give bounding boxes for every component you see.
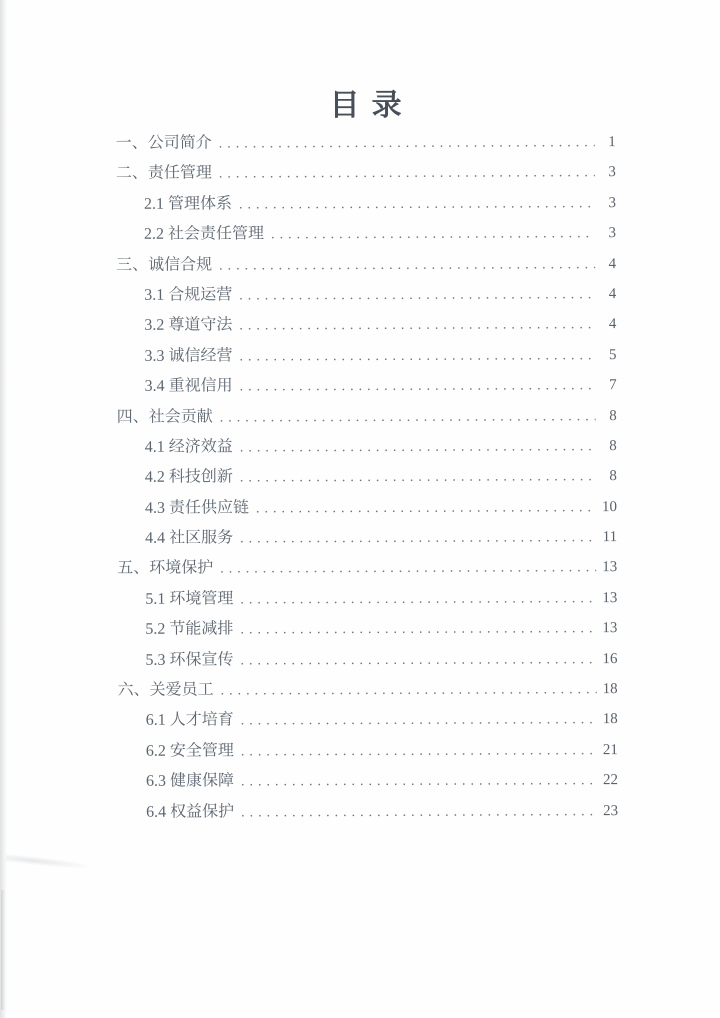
toc-entry-page: 1 [608, 134, 616, 151]
toc-entry [117, 461, 617, 493]
toc-entry-page: 3 [608, 225, 617, 242]
toc-entry [116, 249, 616, 281]
toc-entry [116, 340, 616, 372]
toc-entry [116, 188, 616, 220]
toc-entry-page: 8 [609, 407, 617, 424]
leader-dots [240, 432, 596, 464]
toc-entry [116, 218, 616, 250]
toc-entry-page: 13 [602, 620, 618, 637]
toc-entry [118, 674, 618, 706]
toc-entry [118, 765, 618, 797]
toc-entry [117, 583, 617, 615]
toc-entry-label: 4.3 责任供应链 [144, 499, 250, 517]
toc-entry [116, 157, 616, 189]
toc-entry-label: 3.1 合规运营 [144, 286, 233, 304]
toc-entry [116, 279, 616, 311]
toc-entry [117, 644, 617, 676]
toc-entry-page: 4 [608, 286, 617, 303]
toc-entry-page: 13 [602, 559, 618, 576]
toc-entry-page: 11 [602, 529, 618, 546]
toc-entry-label: 3.2 尊道守法 [144, 316, 233, 335]
toc-entry [116, 309, 616, 341]
toc-entry-label: 四、社会贡献 [116, 408, 213, 426]
leader-dots [241, 766, 597, 798]
toc-entry-page: 7 [609, 377, 617, 394]
toc-entry-label: 3.4 重视信用 [144, 377, 233, 395]
leader-dots [219, 250, 595, 282]
toc-entry-label: 五、环境保护 [117, 559, 214, 578]
page-title: 目录 [329, 88, 414, 123]
leader-dots [220, 402, 596, 434]
toc-entry-page: 22 [602, 772, 618, 789]
toc-entry-page: 4 [608, 255, 617, 272]
toc-entry [117, 431, 617, 463]
toc-entry-page: 10 [601, 498, 618, 515]
toc-entry-label: 4.2 科技创新 [144, 468, 233, 487]
toc-entry-label: 6.2 安全管理 [145, 742, 234, 760]
leader-dots [221, 675, 597, 707]
toc-entry-page: 13 [602, 589, 618, 607]
toc-entry-label: 2.2 社会责任管理 [144, 225, 265, 243]
leader-dots [220, 554, 596, 586]
toc-entry [118, 705, 618, 737]
toc-entry [117, 522, 617, 554]
toc-entry-page: 3 [608, 194, 616, 211]
leader-dots [240, 645, 596, 677]
leader-dots [219, 159, 595, 191]
toc-entry-page: 18 [602, 681, 618, 698]
toc-entry-page: 5 [608, 346, 617, 363]
toc-entry-page: 8 [609, 468, 617, 485]
toc-entry [117, 492, 617, 524]
toc-entry-label: 5.2 节能减排 [145, 620, 234, 638]
toc-entry-label: 5.3 环保宣传 [145, 651, 234, 669]
leader-dots [240, 462, 596, 494]
toc-entry-label: 一、公司简介 [115, 134, 212, 152]
toc-entry-page: 8 [609, 438, 617, 455]
toc-entry-page: 3 [608, 164, 616, 181]
leader-dots [241, 797, 597, 829]
toc-entry-label: 3.3 诚信经营 [144, 347, 233, 365]
toc-entry-page: 18 [602, 711, 618, 728]
leader-dots [240, 614, 596, 646]
leader-dots [256, 493, 596, 525]
leader-dots [239, 280, 595, 312]
toc-entry-label: 6.1 人才培育 [145, 711, 234, 730]
toc-entry-label: 6.3 健康保障 [145, 772, 234, 790]
leader-dots [240, 584, 596, 616]
toc-entry-label: 二、责任管理 [115, 164, 212, 183]
toc-entry-page: 4 [608, 316, 617, 333]
toc-entry [117, 613, 617, 645]
toc-entry-label: 5.1 环境管理 [145, 590, 234, 608]
toc-entry-label: 4.4 社区服务 [145, 529, 234, 547]
leader-dots [239, 189, 595, 221]
toc-entry [118, 796, 618, 828]
leader-dots [240, 371, 596, 403]
toc-entry-label: 6.4 权益保护 [146, 803, 235, 821]
leader-dots [271, 219, 595, 251]
toc-entry [117, 401, 617, 433]
toc-entry-page: 16 [602, 650, 618, 667]
toc-entry [118, 735, 618, 767]
toc-entry-label: 4.1 经济效益 [144, 438, 233, 456]
toc-entry-page: 23 [603, 802, 619, 819]
leader-dots [239, 341, 595, 373]
toc-entry-label: 2.1 管理体系 [143, 195, 232, 213]
leader-dots [240, 523, 596, 555]
leader-dots [241, 736, 597, 768]
toc-entry [117, 553, 617, 585]
toc-entry-label: 六、关爱员工 [117, 681, 214, 699]
toc-entry [117, 370, 617, 402]
toc-entry [116, 127, 616, 159]
toc-entry-label: 三、诚信合规 [116, 256, 213, 274]
leader-dots [239, 311, 595, 343]
leader-dots [241, 706, 597, 738]
leader-dots [219, 128, 595, 160]
toc-entry-page: 21 [602, 741, 618, 758]
toc-list [116, 127, 618, 828]
